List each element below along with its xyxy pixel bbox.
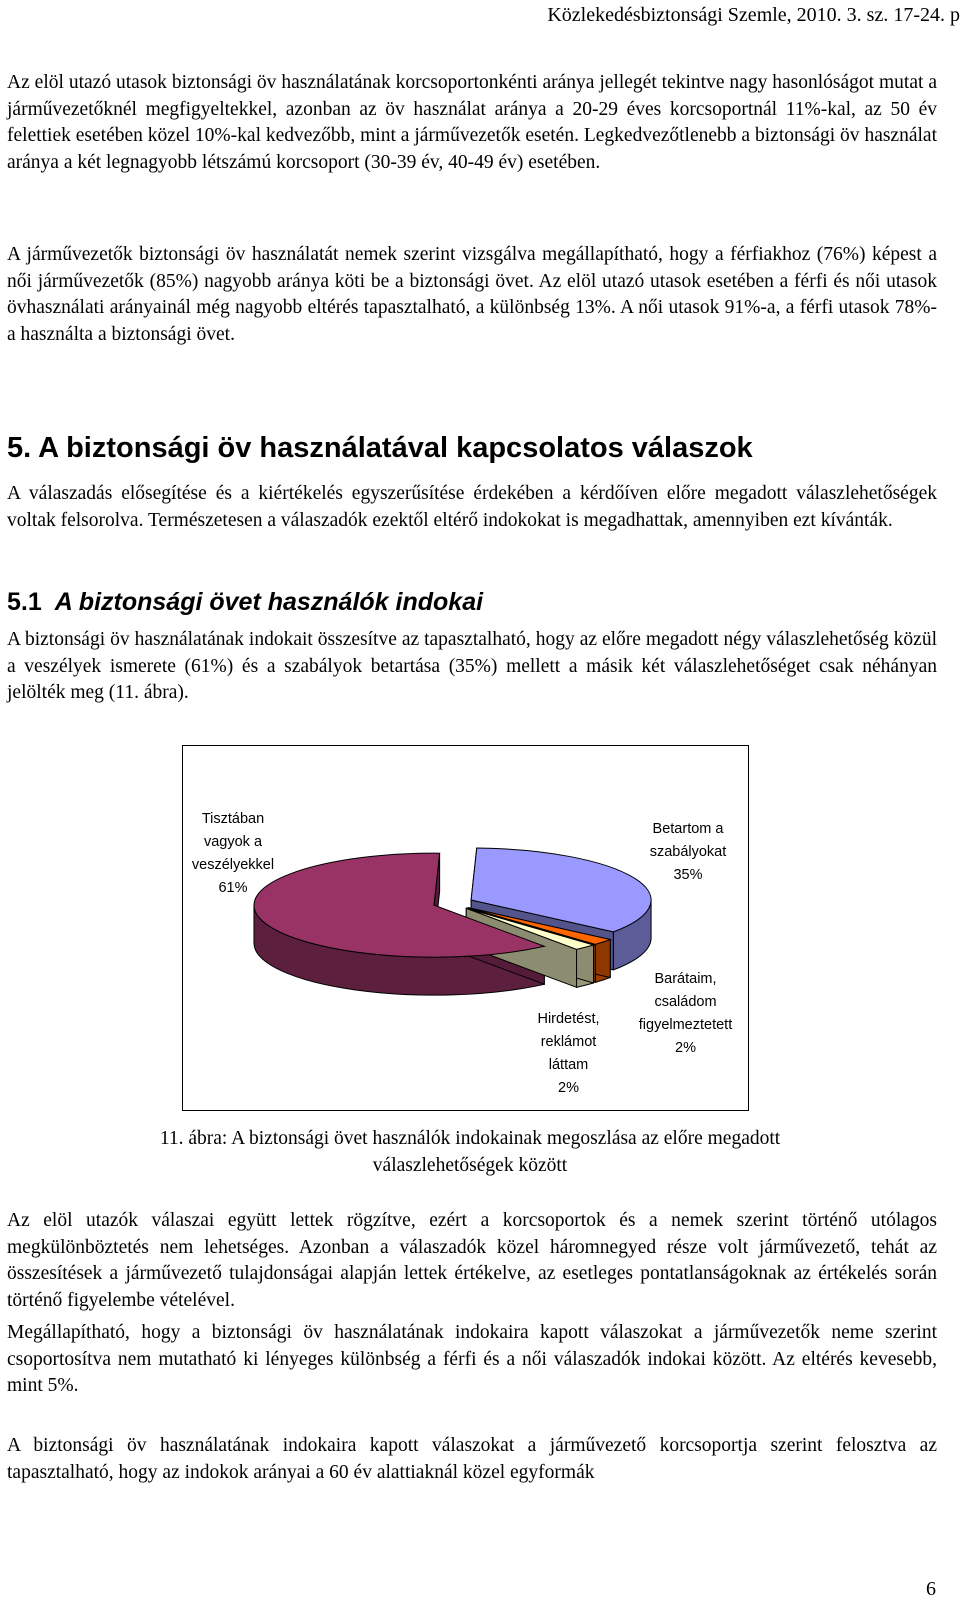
paragraph-front-passengers: Az elöl utazók válaszai együtt lettek rögzítve, ezért a korcsoportok és a nemek szerint történő utólagos megkülönböztetés nem lehetséges. Azonban a válaszadók közel háromnegyed része volt járművezető, tehát az összesítések a járművezető tulajdonságai alapján lettek értékelve, az esetleges pontatlanságoknak az értékelés során történő figyelembe vételével.: [7, 1210, 937, 1311]
paragraph-passenger-age: Az elöl utazó utasok biztonsági öv használatának korcsoportonkénti aránya jellegét tekintve nagy hasonlóságot mutat a járművezetőknél megfigyeltekkel, azonban az öv használat aránya a 20-29 éves korcsoportnál 11%-kal, az 50 év felettiek esetében közel 10%-kal kedvezőbb, mint a járművezetők esetén. Legkedvezőtlenebb a biztonsági öv használat aránya a két legnagyobb létszámú korcsoport (30-39 év, 40-49 év) esetében.: [7, 72, 937, 173]
subsection-title: A biztonsági övet használók indokai: [54, 588, 484, 616]
paragraph-reasons-summary: A biztonsági öv használatának indokait összesítve az tapasztalható, hogy az előre megadott négy válaszlehetőség közül a veszélyek ismerete (61%) és a szabályok betartása (35%) mellett a másik két válaszlehetőséget csak néhányan jelölték meg (11. ábra).: [7, 629, 937, 703]
pie-label-friends-line-3: figyelmeztetett: [638, 1017, 733, 1033]
subsection-heading: [7, 588, 483, 617]
page-number: 6: [926, 1578, 936, 1600]
pie-label-ads-line-4: 2%: [558, 1080, 579, 1096]
subsection-number: 5.1: [7, 588, 42, 616]
pie-label-dangers-line-4: 61%: [218, 880, 248, 896]
paragraph-gender-reasons: Megállapítható, hogy a biztonsági öv használatának indokaira kapott válaszokat a járművezetők neme szerint csoportosítva nem mutatható ki lényeges különbség a férfi és a női válaszadók indokai között. Az eltérés kevesebb, mint 5%.: [7, 1322, 937, 1396]
pie-label-friends-line-1: Barátaim,: [654, 971, 717, 987]
pie-label-dangers-line-2: vagyok a: [203, 834, 263, 850]
section-heading: 5. A biztonsági öv használatával kapcsolatos válaszok: [7, 432, 753, 464]
pie-label-dangers-line-3: veszélyekkel: [191, 857, 275, 873]
pie-label-rules-line-2: szabályokat: [649, 844, 727, 860]
pie-label-rules-line-1: Betartom a: [652, 821, 724, 837]
pie-label-friends-line-4: 2%: [675, 1040, 696, 1056]
pie-chart-figure: [182, 745, 749, 1111]
pie-label-dangers: [183, 808, 283, 900]
pie-label-ads: [521, 1008, 616, 1100]
pie-label-friends: [623, 968, 748, 1060]
pie-label-ads-line-3: láttam: [548, 1057, 589, 1073]
paragraph-gender-drivers: A járművezetők biztonsági öv használatát nemek szerint vizsgálva megállapítható, hogy a férfiakhoz (76%) képest a női járművezetők (85%) nagyobb aránya köti be a biztonsági övet. Az elöl utazó utasok esetében a férfi és női utasok övhasználati arányainál még nagyobb eltérés tapasztalható, a különbség 13%. A női utasok 91%-a, a férfi utasok 78%-a használta a biztonsági övet.: [7, 244, 937, 345]
journal-header: Közlekedésbiztonsági Szemle, 2010. 3. sz. 17-24. p: [547, 4, 960, 26]
pie-label-friends-line-2: családom: [654, 994, 717, 1010]
pie-label-dangers-line-1: Tisztában: [201, 811, 265, 827]
pie-tops: [254, 848, 651, 957]
paragraph-age-reasons: A biztonsági öv használatának indokaira kapott válaszokat a járművezető korcsoportja szerint felosztva az tapasztalható, hogy az indokok arányai a 60 év alattiaknál közel egyformák: [7, 1435, 937, 1483]
caption-line-2: válaszlehetőségek között: [372, 1155, 568, 1176]
pie-label-ads-line-1: Hirdetést,: [537, 1011, 600, 1027]
caption-line-1: 11. ábra: A biztonsági övet használók indokainak megoszlása az előre megadott: [159, 1128, 781, 1149]
pie-label-rules-line-3: 35%: [673, 867, 703, 883]
paragraph-answer-options: A válaszadás elősegítése és a kiértékelés egyszerűsítése érdekében a kérdőíven előre megadott válaszlehetőségek voltak felsorolva. Természetesen a válaszadók ezektől eltérő indokokat is megadhattak, amennyiben ezt kívánták.: [7, 483, 937, 531]
pie-label-rules: [638, 818, 738, 887]
pie-label-ads-line-2: reklámot: [540, 1034, 597, 1050]
figure-caption: [0, 1125, 940, 1179]
